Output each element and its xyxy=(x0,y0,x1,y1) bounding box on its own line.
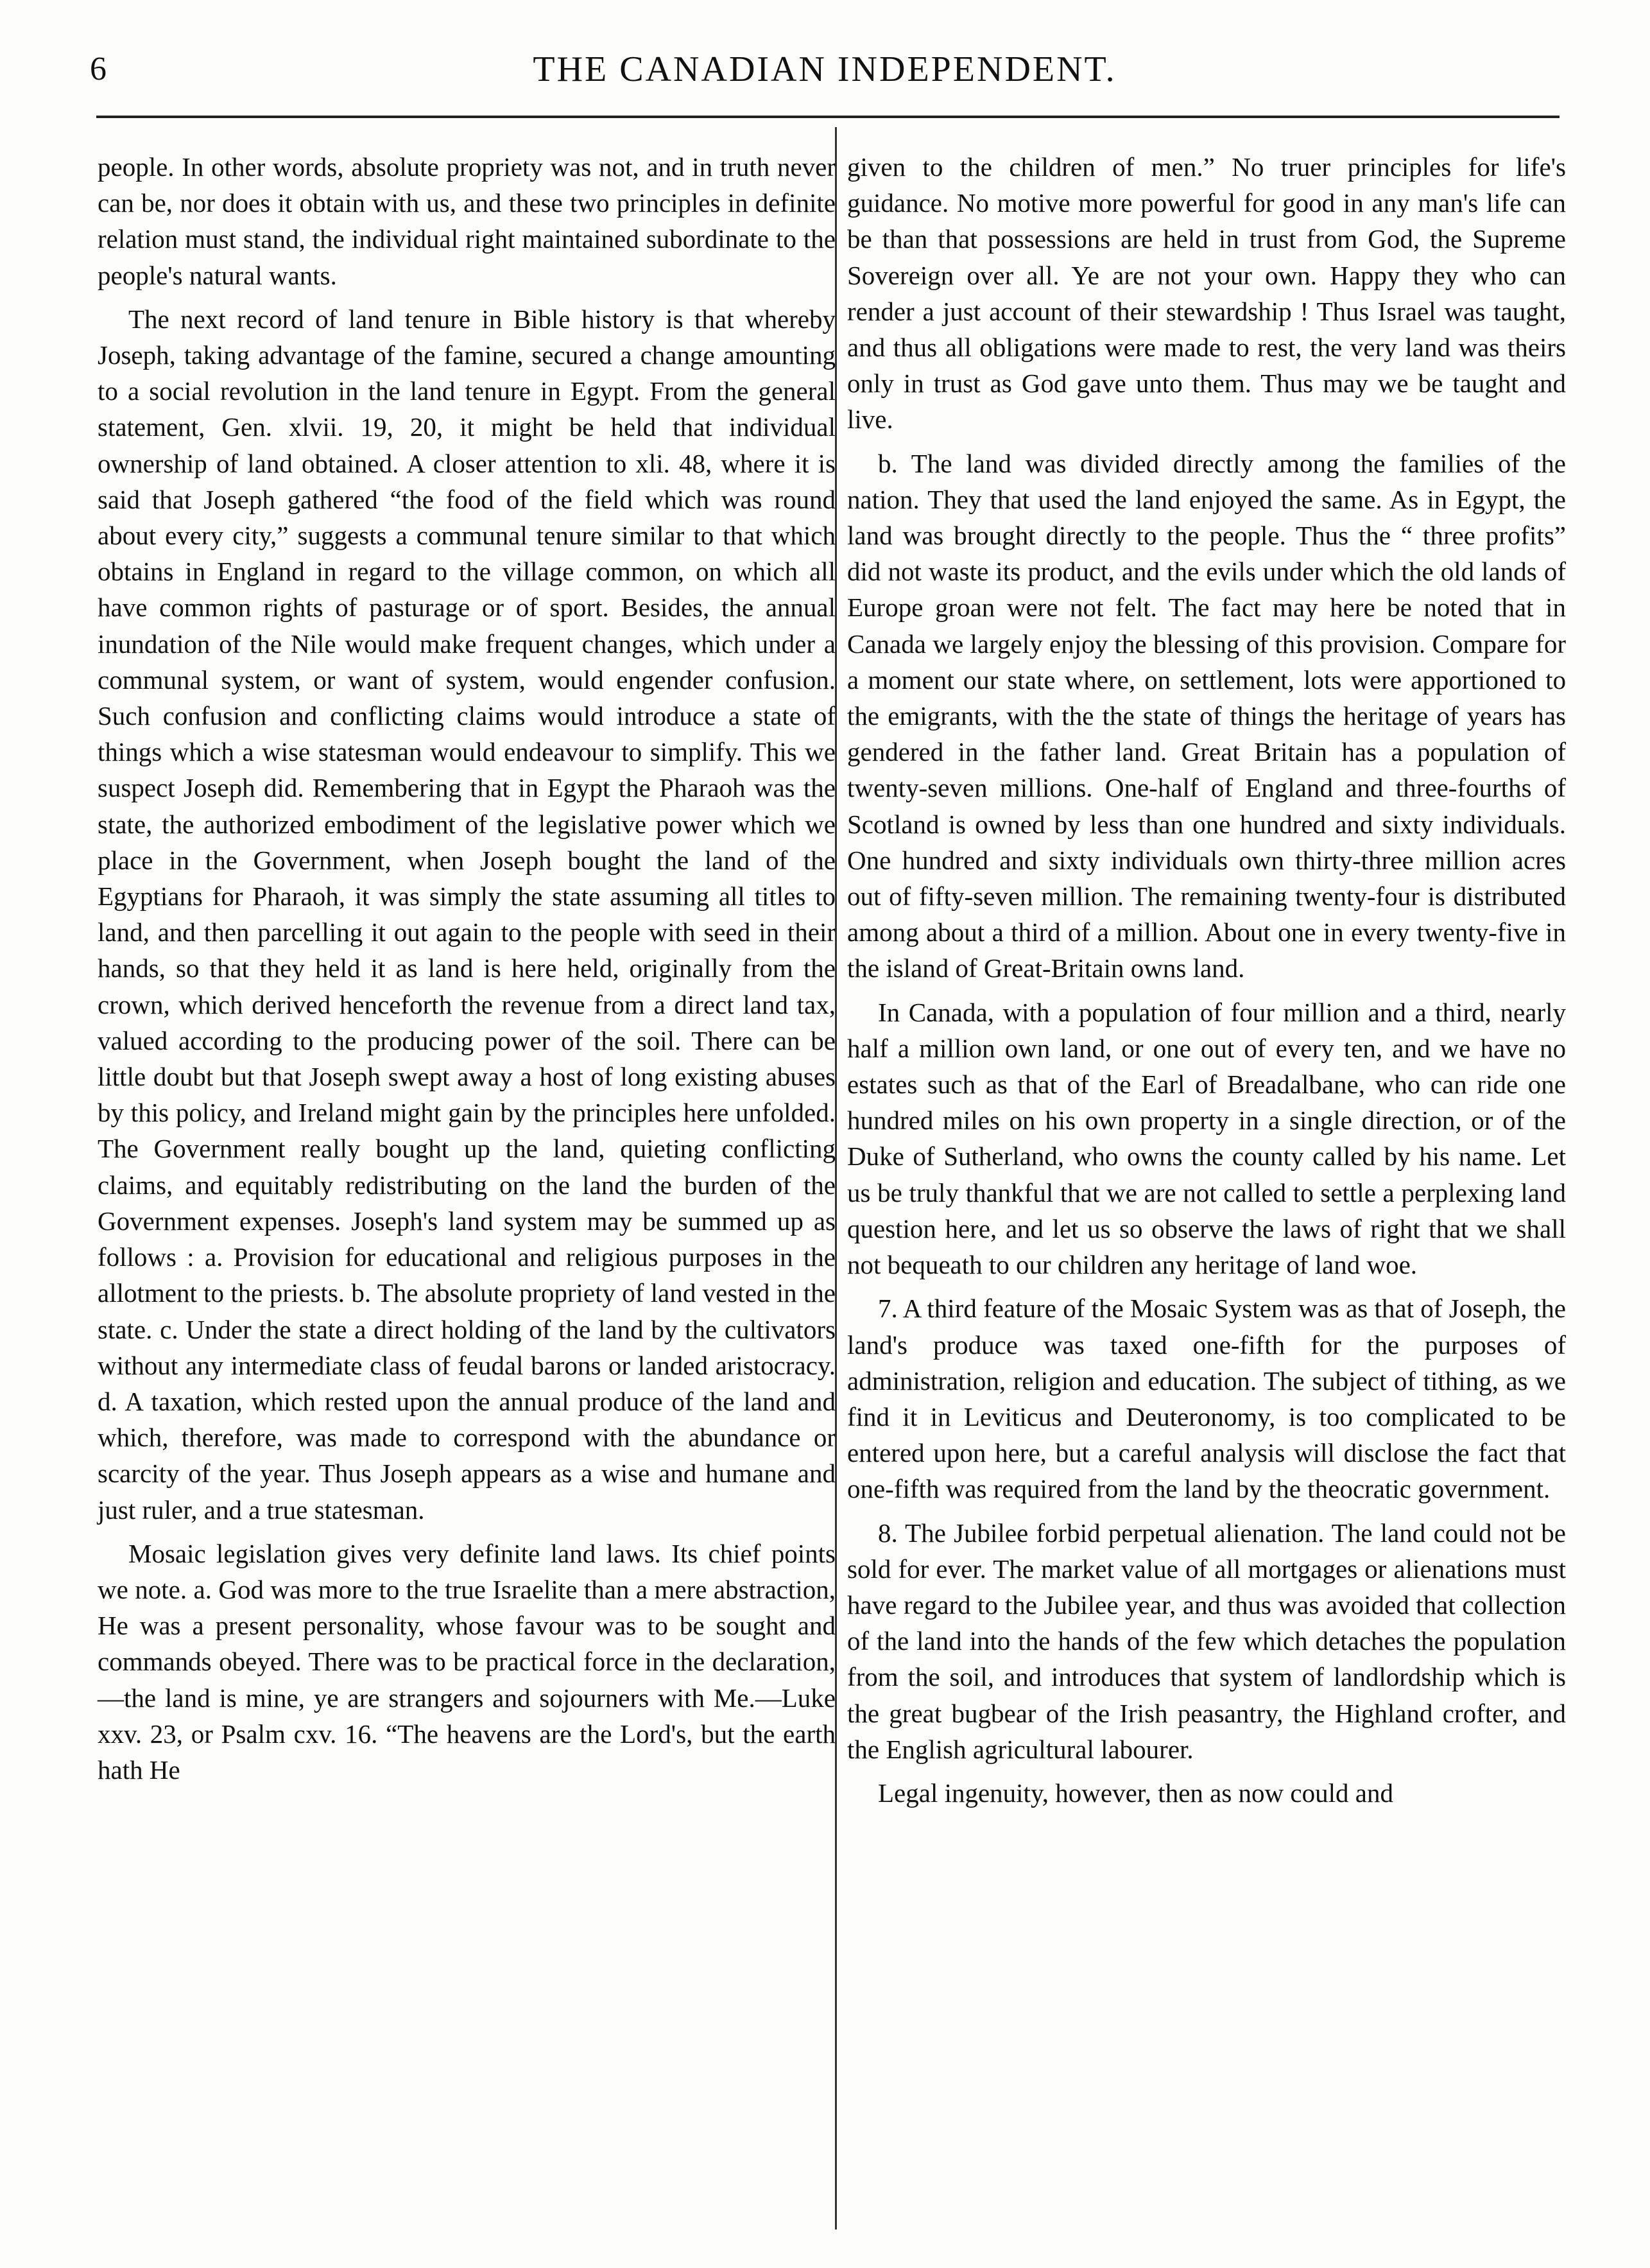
right-column xyxy=(847,149,1566,1819)
paragraph: people. In other words, absolute propriety was not, and in truth never can be, nor does it obtain with us, and these two principles in definite relation must stand, the individual right maintained subordinate to the people's natural wants. xyxy=(98,152,836,290)
paragraph: given to the children of men.” No truer principles for life's guidance. No motive more powerful for good in any man's life can be than that possessions are held in trust from God, the Supreme Sovereign over all. Ye are not your own. Happy they who can render a just account of their stewardship ! Thus Israel was taught, and thus all obligations were made to rest, the very land was theirs only in trust as God gave unto them. Thus may we be taught and live. xyxy=(847,152,1566,435)
header-rule xyxy=(96,116,1560,118)
paragraph: In Canada, with a population of four million and a third, nearly half a million own land, or one out of every ten, and we have no estates such as that of the Earl of Breadalbane, who can ride one hundred miles on his own property in a single direction, or of the Duke of Sutherland, who owns the county called by his name. Let us be truly thankful that we are not called to settle a perplexing land question here, and let us so observe the laws of right that we shall not bequeath to our children any heritage of land woe. xyxy=(847,997,1566,1280)
page-number: 6 xyxy=(90,51,107,87)
journal-title: THE CANADIAN INDEPENDENT. xyxy=(533,49,1117,89)
paragraph: 7. A third feature of the Mosaic System was as that of Joseph, the land's produce was taxed one-fifth for the purposes of administration, religion and education. The subject of tithing, as we find it in Leviticus and Deuteronomy, is too complicated to be entered upon here, but a careful analysis will disclose the fact that one-fifth was required from the land by the theocratic government. xyxy=(847,1294,1566,1504)
left-column xyxy=(98,149,836,1796)
paragraph: Mosaic legislation gives very definite land laws. Its chief points we note. a. God was more to the true Israelite than a mere abstraction, He was a present personality, whose favour was to be sought and commands obeyed. There was to be practical force in the declaration,—the land is mine, ye are strangers and sojourners with Me.—Luke xxv. 23, or Psalm cxv. 16. “The heavens are the Lord's, but the earth hath He xyxy=(98,1538,836,1785)
paragraph: Legal ingenuity, however, then as now could and xyxy=(878,1778,1393,1808)
paragraph: 8. The Jubilee forbid perpetual alienation. The land could not be sold for ever. The market value of all mortgages or alienations must have regard to the Jubilee year, and thus was avoided that collection of the land into the hands of the few which detaches the population from the soil, and introduces that system of landlordship which is the great bugbear of the Irish peasantry, the Highland crofter, and the English agricultural labourer. xyxy=(847,1518,1566,1764)
paragraph: b. The land was divided directly among the families of the nation. They that used the land enjoyed the same. As in Egypt, the land was brought directly to the people. Thus the “ three profits” did not waste its product, and the evils under which the old lands of Europe groan were not felt. The fact may here be noted that in Canada we largely enjoy the blessing of this provision. Compare for a moment our state where, on settlement, lots were apportioned to the emigrants, with the the state of things the heritage of years has gendered in the father land. Great Britain has a population of twenty-seven millions. One-half of England and three-fourths of Scotland is owned by less than one hundred and sixty individuals. One hundred and sixty individuals own thirty-three million acres out of fifty-seven million. The remaining twenty-four is distributed among about a third of a million. About one in every twenty-five in the island of Great-Britain owns land. xyxy=(847,448,1566,983)
page-header xyxy=(90,44,1560,95)
paragraph: The next record of land tenure in Bible history is that whereby Joseph, taking advantage of the famine, secured a change amounting to a social revolution in the land tenure in Egypt. From the general statement, Gen. xlvii. 19, 20, it might be held that individual ownership of land obtained. A closer attention to xli. 48, where it is said that Joseph gathered “the food of the field which was round about every city,” suggests a communal tenure similar to that which obtains in England in regard to the village common, on which all have common rights of pasturage or of sport. Besides, the annual inundation of the Nile would make frequent changes, which under a communal system, or want of system, would engender confusion. Such confusion and conflicting claims would introduce a state of things which a wise statesman would endeavour to simplify. This we suspect Joseph did. Remembering that in Egypt the Pharaoh was the state, the authorized embodiment of the legislative power which we place in the Government, when Joseph bought the land of the Egyptians for Pharaoh, it was simply the state assuming all titles to land, and then parcelling it out again to the people with seed in their hands, so that they held it as land is here held, originally from the crown, which derived henceforth the revenue from a direct land tax, valued according to the producing power of the soil. There can be little doubt but that Joseph swept away a host of long existing abuses by this policy, and Ireland might gain by the principles here unfolded. The Government really bought up the land, quieting conflicting claims, and equitably redistributing on the land the burden of the Government expenses. Joseph's land system may be summed up as follows : a. Provision for educational and religious purposes in the allotment to the priests. b. The absolute propriety of land vested in the state. c. Under the state a direct holding of the land by the cultivators without any intermediate class of feudal barons or landed aristocracy. d. A taxation, which rested upon the annual produce of the land and which, therefore, was made to correspond with the abundance or scarcity of the year. Thus Joseph appears as a wise and humane and just ruler, and a true statesman. xyxy=(98,304,836,1525)
